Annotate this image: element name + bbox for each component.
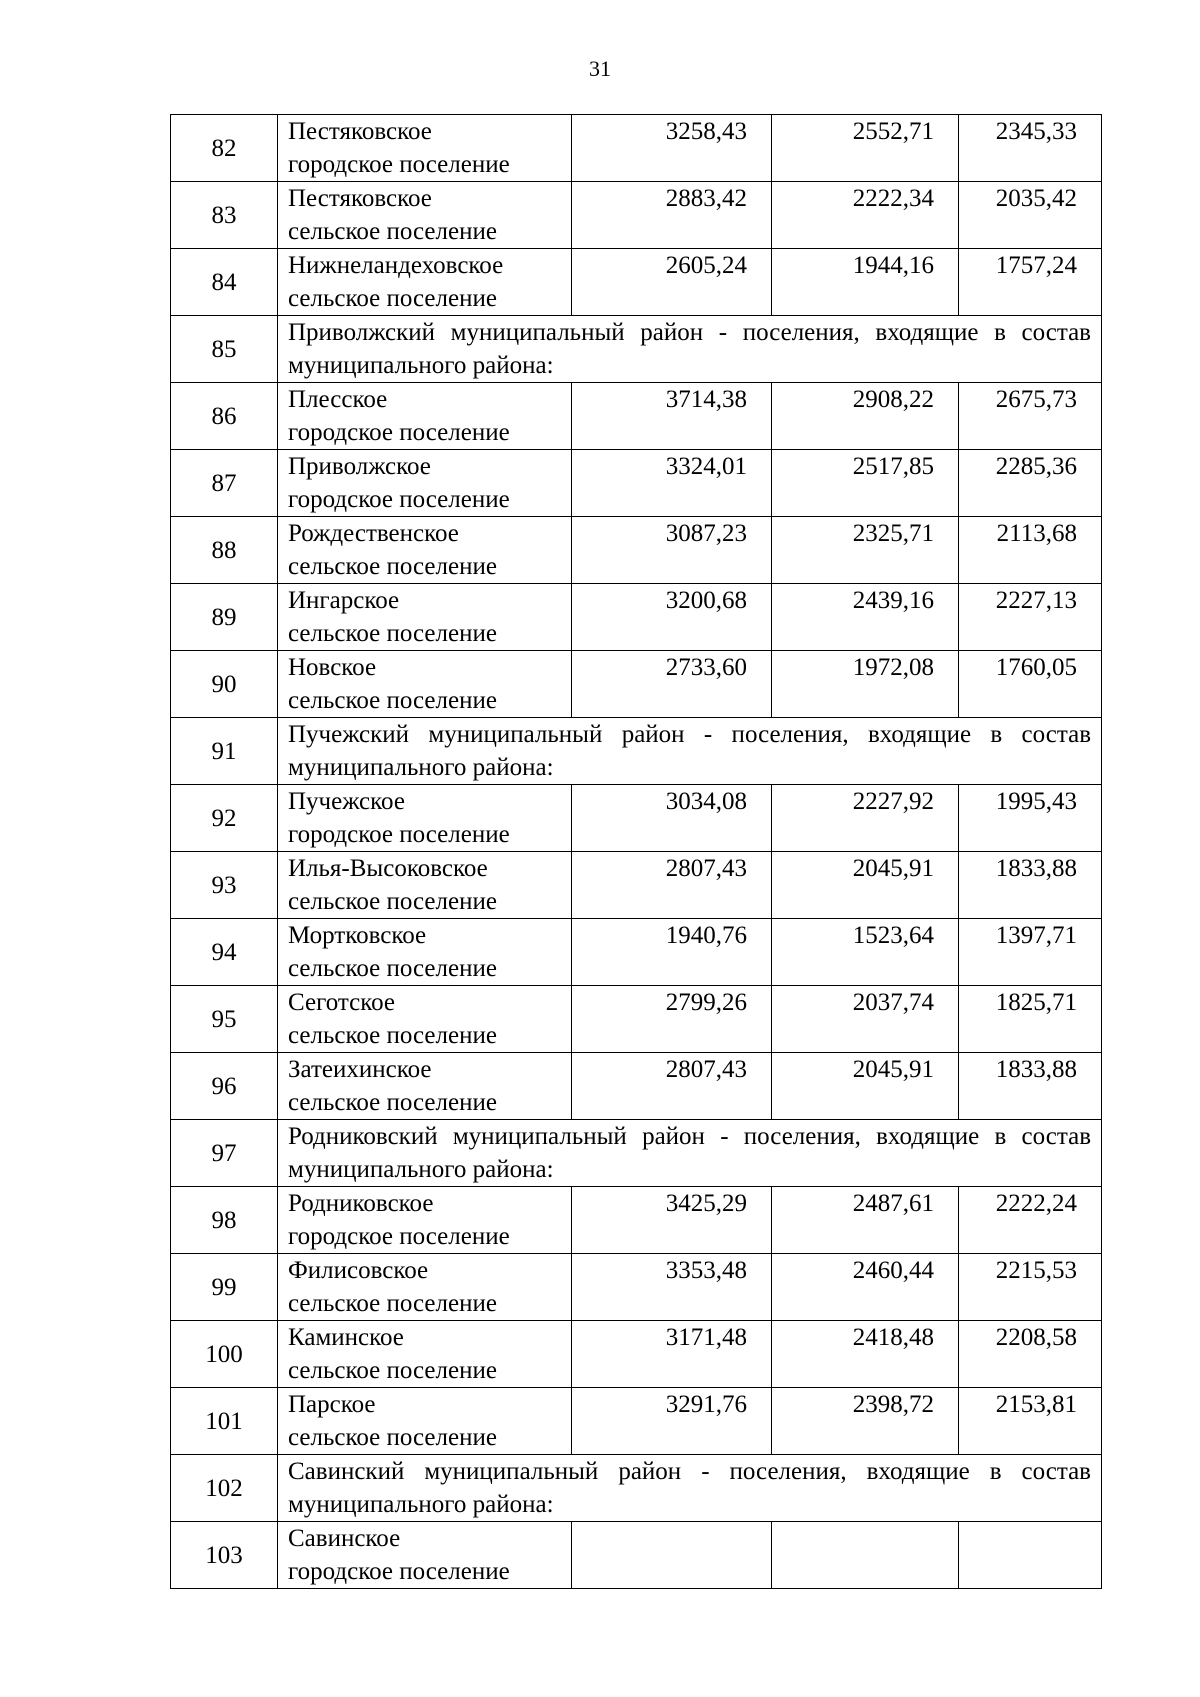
value-cell-1: 3425,29 xyxy=(572,1187,772,1254)
value-cell-3: 1757,24 xyxy=(959,249,1102,316)
row-number: 89 xyxy=(171,584,278,651)
value-cell-2: 2398,72 xyxy=(772,1388,959,1455)
value-cell-3: 2035,42 xyxy=(959,182,1102,249)
settlement-name: Илья-Высоковское сельское поселение xyxy=(278,852,572,919)
settlement-name: Рождественское сельское поселение xyxy=(278,517,572,584)
settlement-name: Новское сельское поселение xyxy=(278,651,572,718)
value-cell-3: 2227,13 xyxy=(959,584,1102,651)
settlement-name: Филисовское сельское поселение xyxy=(278,1254,572,1321)
value-cell-3: 1397,71 xyxy=(959,919,1102,986)
value-cell-3: 1760,05 xyxy=(959,651,1102,718)
value-cell-2: 2908,22 xyxy=(772,383,959,450)
table-row xyxy=(171,383,1102,450)
row-number: 102 xyxy=(171,1455,278,1522)
value-cell-2: 2517,85 xyxy=(772,450,959,517)
value-cell-1: 3353,48 xyxy=(572,1254,772,1321)
value-cell-1: 2807,43 xyxy=(572,852,772,919)
value-cell-1: 3714,38 xyxy=(572,383,772,450)
settlement-name: Плесское городское поселение xyxy=(278,383,572,450)
value-cell-1: 2799,26 xyxy=(572,986,772,1053)
value-cell-3: 2113,68 xyxy=(959,517,1102,584)
settlement-name: Затеихинское сельское поселение xyxy=(278,1053,572,1120)
table-row xyxy=(171,651,1102,718)
value-cell-1: 3291,76 xyxy=(572,1388,772,1455)
table-row xyxy=(171,785,1102,852)
row-number: 88 xyxy=(171,517,278,584)
value-cell-3: 2285,36 xyxy=(959,450,1102,517)
value-cell-1: 3258,43 xyxy=(572,115,772,182)
table-body xyxy=(171,115,1102,1589)
settlement-name: Парское сельское поселение xyxy=(278,1388,572,1455)
value-cell-3: 2345,33 xyxy=(959,115,1102,182)
table-row xyxy=(171,517,1102,584)
row-number: 82 xyxy=(171,115,278,182)
settlement-name: Нижнеландеховское сельское поселение xyxy=(278,249,572,316)
value-cell-3: 2222,24 xyxy=(959,1187,1102,1254)
settlement-name: Пестяковское сельское поселение xyxy=(278,182,572,249)
value-cell-1: 1940,76 xyxy=(572,919,772,986)
value-cell-2: 2552,71 xyxy=(772,115,959,182)
table-row xyxy=(171,986,1102,1053)
table-row xyxy=(171,1321,1102,1388)
value-cell-2: 1944,16 xyxy=(772,249,959,316)
value-cell-3: 2208,58 xyxy=(959,1321,1102,1388)
value-cell-1: 3171,48 xyxy=(572,1321,772,1388)
value-cell-2: 2460,44 xyxy=(772,1254,959,1321)
district-row xyxy=(171,1455,1102,1522)
table-row xyxy=(171,584,1102,651)
value-cell-2: 2227,92 xyxy=(772,785,959,852)
table-row xyxy=(171,1522,1102,1589)
row-number: 84 xyxy=(171,249,278,316)
value-cell-2: 2222,34 xyxy=(772,182,959,249)
row-number: 94 xyxy=(171,919,278,986)
settlements-table xyxy=(170,114,1102,1589)
row-number: 86 xyxy=(171,383,278,450)
value-cell-1: 3200,68 xyxy=(572,584,772,651)
value-cell-2: 2487,61 xyxy=(772,1187,959,1254)
row-number: 97 xyxy=(171,1120,278,1187)
row-number: 101 xyxy=(171,1388,278,1455)
settlement-name: Мортковское сельское поселение xyxy=(278,919,572,986)
value-cell-3: 2153,81 xyxy=(959,1388,1102,1455)
value-cell-3: 2675,73 xyxy=(959,383,1102,450)
table-row xyxy=(171,1187,1102,1254)
settlement-name: Каминское сельское поселение xyxy=(278,1321,572,1388)
value-cell-1: 2733,60 xyxy=(572,651,772,718)
settlement-name: Приволжское городское поселение xyxy=(278,450,572,517)
row-number: 83 xyxy=(171,182,278,249)
table-row xyxy=(171,249,1102,316)
table-row xyxy=(171,115,1102,182)
settlement-name: Пучежское городское поселение xyxy=(278,785,572,852)
row-number: 95 xyxy=(171,986,278,1053)
value-cell-2: 2037,74 xyxy=(772,986,959,1053)
value-cell-2 xyxy=(772,1522,959,1589)
table-row xyxy=(171,182,1102,249)
value-cell-3: 1833,88 xyxy=(959,852,1102,919)
value-cell-3: 1825,71 xyxy=(959,986,1102,1053)
table-row xyxy=(171,1388,1102,1455)
table-row xyxy=(171,852,1102,919)
district-row xyxy=(171,1120,1102,1187)
table-row xyxy=(171,1053,1102,1120)
settlement-name: Савинское городское поселение xyxy=(278,1522,572,1589)
value-cell-2: 2045,91 xyxy=(772,1053,959,1120)
row-number: 91 xyxy=(171,718,278,785)
row-number: 85 xyxy=(171,316,278,383)
value-cell-3: 2215,53 xyxy=(959,1254,1102,1321)
settlement-name: Родниковское городское поселение xyxy=(278,1187,572,1254)
value-cell-3 xyxy=(959,1522,1102,1589)
value-cell-1: 2883,42 xyxy=(572,182,772,249)
value-cell-3: 1995,43 xyxy=(959,785,1102,852)
value-cell-2: 2045,91 xyxy=(772,852,959,919)
value-cell-3: 1833,88 xyxy=(959,1053,1102,1120)
row-number: 99 xyxy=(171,1254,278,1321)
district-heading: Приволжский муниципальный район - поселения, входящие в состав муниципального района: xyxy=(278,316,1102,383)
row-number: 90 xyxy=(171,651,278,718)
table-row xyxy=(171,450,1102,517)
value-cell-1: 3034,08 xyxy=(572,785,772,852)
row-number: 87 xyxy=(171,450,278,517)
row-number: 103 xyxy=(171,1522,278,1589)
row-number: 98 xyxy=(171,1187,278,1254)
row-number: 100 xyxy=(171,1321,278,1388)
settlement-name: Ингарское сельское поселение xyxy=(278,584,572,651)
value-cell-1: 3324,01 xyxy=(572,450,772,517)
table-row xyxy=(171,919,1102,986)
value-cell-2: 1523,64 xyxy=(772,919,959,986)
row-number: 96 xyxy=(171,1053,278,1120)
settlement-name: Сеготское сельское поселение xyxy=(278,986,572,1053)
page-number: 31 xyxy=(589,56,611,81)
value-cell-2: 2418,48 xyxy=(772,1321,959,1388)
district-row xyxy=(171,718,1102,785)
value-cell-1: 2605,24 xyxy=(572,249,772,316)
value-cell-1 xyxy=(572,1522,772,1589)
value-cell-2: 2325,71 xyxy=(772,517,959,584)
row-number: 92 xyxy=(171,785,278,852)
table-row xyxy=(171,1254,1102,1321)
district-heading: Савинский муниципальный район - поселения, входящие в состав муниципального района: xyxy=(278,1455,1102,1522)
settlement-name: Пестяковское городское поселение xyxy=(278,115,572,182)
district-row xyxy=(171,316,1102,383)
value-cell-1: 2807,43 xyxy=(572,1053,772,1120)
value-cell-1: 3087,23 xyxy=(572,517,772,584)
district-heading: Пучежский муниципальный район - поселения, входящие в состав муниципального района: xyxy=(278,718,1102,785)
value-cell-2: 1972,08 xyxy=(772,651,959,718)
row-number: 93 xyxy=(171,852,278,919)
value-cell-2: 2439,16 xyxy=(772,584,959,651)
district-heading: Родниковский муниципальный район - поселения, входящие в состав муниципального района: xyxy=(278,1120,1102,1187)
